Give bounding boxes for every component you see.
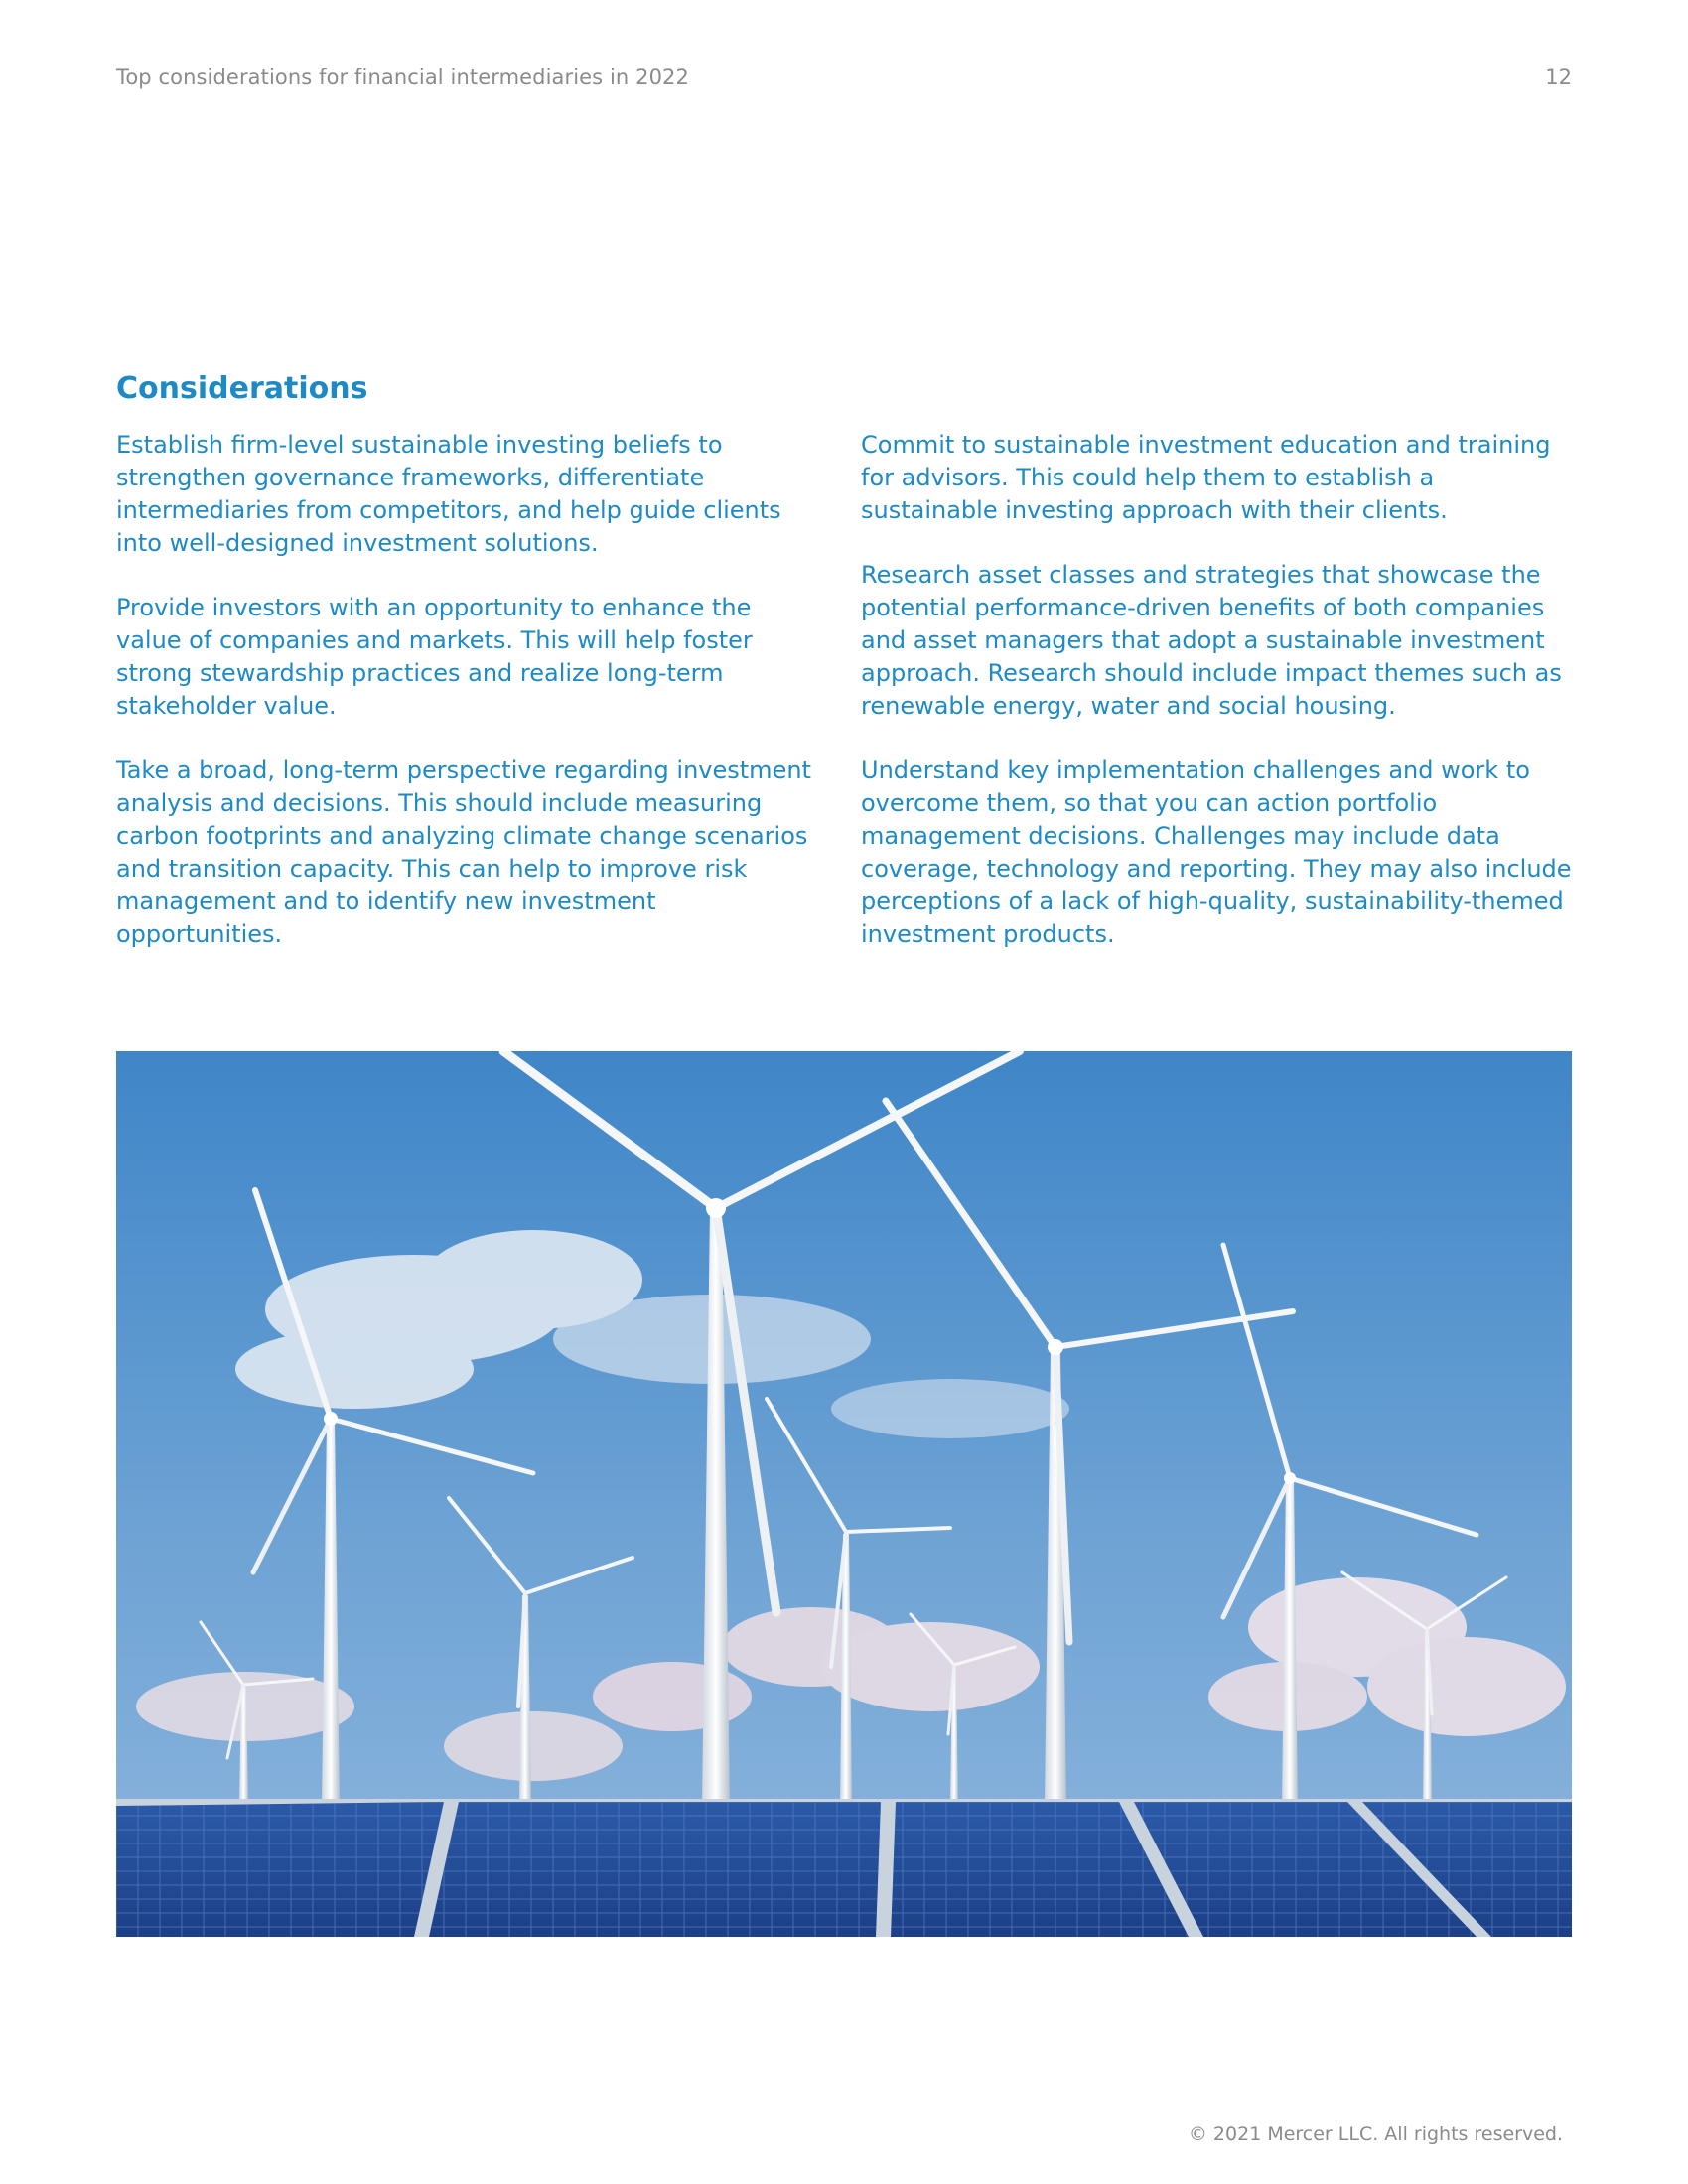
consideration-paragraph: Research asset classes and strategies that showcase the potential performance-driven benefits of both companies and asset managers that adopt a sustainable investment approach. Research should include impact themes such as renewable energy, water and social housing. — [861, 561, 1562, 720]
page-number: 12 — [1545, 66, 1572, 89]
consideration-paragraph: Commit to sustainable investment education and training for advisors. This could help them to establish a sustainable investing approach with their clients. — [861, 431, 1551, 524]
consideration-paragraph: Take a broad, long-term perspective regarding investment analysis and decisions. This should include measuring carbon footprints and analyzing climate change scenarios and transition capacity. This can help to improve risk management and to identify new investment opportunities. — [116, 756, 811, 948]
consideration-paragraph: Provide investors with an opportunity to enhance the value of companies and markets. This will help foster strong stewardship practices and realize long-term stakeholder value. — [116, 594, 753, 720]
copyright-footer: © 2021 Mercer LLC. All rights reserved. — [1188, 2123, 1563, 2145]
consideration-paragraph: Establish firm-level sustainable investing beliefs to strengthen governance frameworks, differentiate intermediaries from competitors, and help guide clients into well-designed investment solutions. — [116, 431, 781, 557]
running-header: Top considerations for financial intermediaries in 2022 — [116, 66, 689, 89]
section-title: Considerations — [116, 371, 368, 406]
consideration-paragraph: Understand key implementation challenges and work to overcome them, so that you can action portfolio management decisions. Challenges may include data coverage, technology and reporting. They may also include perceptions of a lack of high-quality, sustainability-themed investment products. — [861, 756, 1572, 948]
wind-solar-photo — [116, 1051, 1572, 1937]
right-column — [861, 429, 1576, 983]
left-column — [116, 429, 811, 983]
